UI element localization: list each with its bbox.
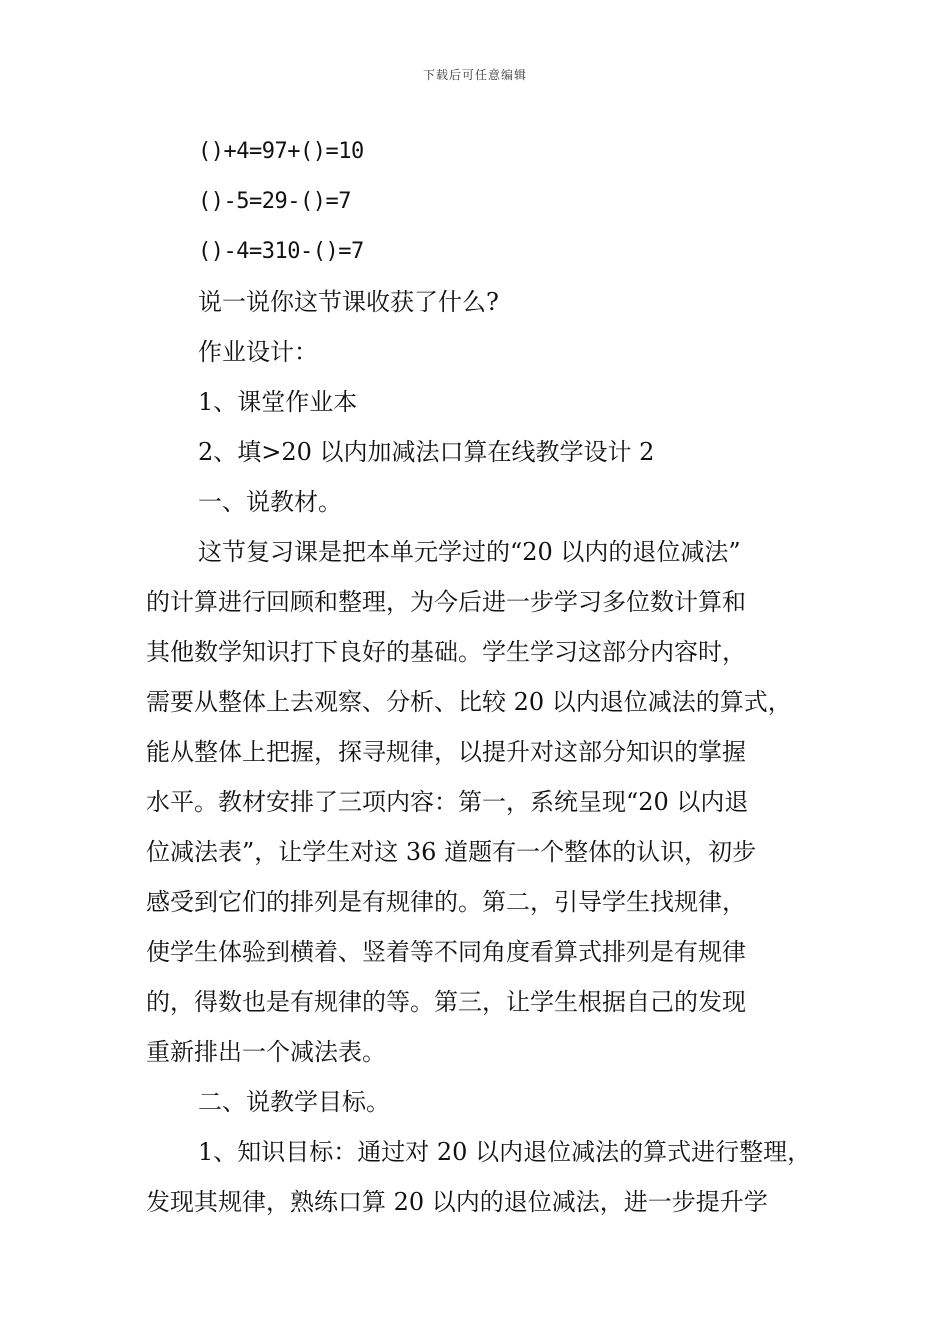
paragraph-line: 水平。教材安排了三项内容：第一，系统呈现“20 以内退 [146, 788, 749, 816]
section-heading: 二、说教学目标。 [198, 1088, 390, 1116]
paragraph-line: 1、知识目标：通过对 20 以内退位减法的算式进行整理， [198, 1138, 812, 1166]
paragraph-line: 其他数学知识打下良好的基础。学生学习这部分内容时， [146, 638, 746, 666]
paragraph-line: 的计算进行回顾和整理，为今后进一步学习多位数计算和 [146, 588, 746, 616]
homework-title: 作业设计： [198, 338, 318, 366]
reflection-question: 说一说你这节课收获了什么? [198, 288, 499, 316]
section-heading: 一、说教材。 [198, 488, 342, 516]
equation-line: ()-5=29-()=7 [198, 189, 351, 214]
header-note: 下载后可任意编辑 [422, 68, 527, 82]
paragraph-line: 重新排出一个减法表。 [146, 1038, 386, 1066]
paragraph-line: 这节复习课是把本单元学过的“20 以内的退位减法” [198, 538, 741, 566]
equation-line: ()+4=97+()=10 [198, 139, 364, 164]
equation-line: ()-4=310-()=7 [198, 239, 364, 264]
paragraph-line: 使学生体验到横着、竖着等不同角度看算式排列是有规律 [146, 938, 746, 966]
homework-item: 1、课堂作业本 [198, 388, 358, 416]
homework-item: 2、填>20 以内加减法口算在线教学设计 2 [198, 438, 655, 466]
document-body [146, 127, 826, 1227]
paragraph-line: 感受到它们的排列是有规律的。第二，引导学生找规律， [146, 888, 746, 916]
paragraph-line: 位减法表”，让学生对这 36 道题有一个整体的认识，初步 [146, 838, 757, 866]
paragraph-line: 的，得数也是有规律的等。第三，让学生根据自己的发现 [146, 988, 746, 1016]
paragraph-line: 发现其规律，熟练口算 20 以内的退位减法，进一步提升学 [146, 1188, 768, 1216]
paragraph-line: 需要从整体上去观察、分析、比较 20 以内退位减法的算式， [146, 688, 792, 716]
paragraph-line: 能从整体上把握，探寻规律，以提升对这部分知识的掌握 [146, 738, 746, 766]
